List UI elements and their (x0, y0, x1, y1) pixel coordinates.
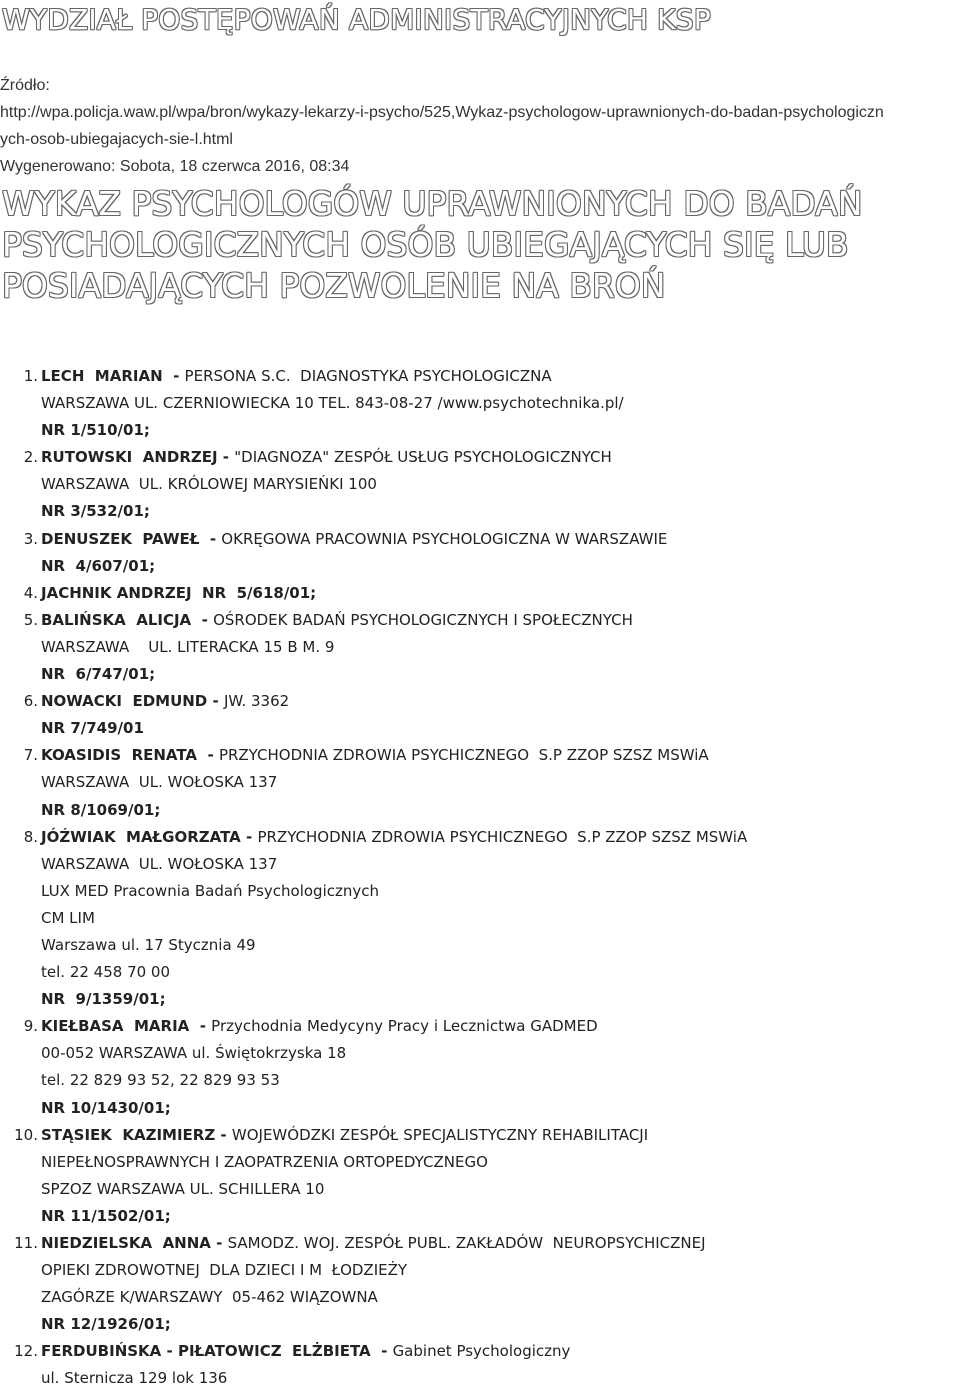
organization-name: "DIAGNOZA" ZESPÓŁ USŁUG PSYCHOLOGICZNYCH (234, 448, 612, 467)
list-item-number: 7. (23, 746, 38, 765)
organization-name: SAMODZ. WOJ. ZESPÓŁ PUBL. ZAKŁADÓW NEUROPSYCHICZNEJ (227, 1234, 706, 1252)
psychologist-list (0, 363, 960, 1393)
list-item (0, 363, 960, 444)
registration-number: NR 6/747/01; (41, 665, 156, 684)
address-line: WARSZAWA UL. WOŁOSKA 137 (41, 773, 278, 792)
list-item-heading (41, 742, 960, 769)
organization-name: WOJEWÓDZKI ZESPÓŁ SPECJALISTYCZNY REHABILITACJI (231, 1125, 649, 1144)
psychologist-name: FERDUBIŃSKA - PIŁATOWICZ ELŻBIETA - (41, 1342, 393, 1361)
psychologist-name: LECH MARIAN - (41, 367, 185, 385)
document-title-line: POSIADAJĄCYCH POZWOLENIE NA BROŃ (2, 266, 666, 305)
list-item-number: 4. (23, 583, 38, 602)
address-line: WARSZAWA UL. CZERNIOWIECKA 10 TEL. 843-08-27 /www.psychotechnika.pl/ (41, 394, 624, 413)
list-item (0, 824, 960, 1014)
list-item-heading (41, 363, 960, 390)
source-url-line-2: ych-osob-ubiegajacych-sie-l.html (0, 131, 233, 148)
registration-number: NR 1/510/01; (41, 421, 150, 440)
psychologist-name: KIEŁBASA MARIA - (41, 1017, 212, 1036)
list-item-number: 5. (23, 610, 38, 629)
list-item-number: 12. (14, 1342, 38, 1361)
address-line: LUX MED Pracownia Badań Psychologicznych (41, 881, 380, 900)
address-line: OPIEKI ZDROWOTNEJ DLA DZIECI I M ŁODZIEŻY (41, 1261, 408, 1280)
psychologist-name: DENUSZEK PAWEŁ - (41, 529, 222, 548)
list-item (0, 1230, 960, 1338)
address-line: NIEPEŁNOSPRAWNYCH I ZAOPATRZENIA ORTOPEDYCZNEGO (41, 1152, 488, 1171)
registration-number: NR 7/749/01 (41, 719, 144, 738)
address-line: WARSZAWA UL. WOŁOSKA 137 (41, 854, 278, 873)
list-item-number: 8. (23, 827, 38, 846)
list-item (0, 580, 960, 607)
list-item-number: 10. (14, 1125, 38, 1144)
list-item-heading (41, 607, 960, 634)
list-item-heading (41, 444, 960, 471)
list-item (0, 1338, 960, 1392)
psychologist-name: JÓŹWIAK MAŁGORZATA - (41, 827, 258, 846)
document-title-line: PSYCHOLOGICZNYCH OSÓB UBIEGAJĄCYCH SIĘ LUB (2, 225, 849, 264)
address-line: SPZOZ WARSZAWA UL. SCHILLERA 10 (41, 1179, 325, 1198)
address-line: WARSZAWA UL. LITERACKA 15 B M. 9 (41, 637, 335, 656)
registration-number: NR 3/532/01; (41, 502, 150, 521)
psychologist-name: STĄSIEK KAZIMIERZ - (41, 1125, 232, 1144)
registration-number: NR 12/1926/01; (41, 1315, 171, 1334)
registration-number: NR 8/1069/01; (41, 800, 161, 819)
registration-number: NR 10/1430/01; (41, 1098, 171, 1117)
list-item (0, 1013, 960, 1121)
psychologist-name: BALIŃSKA ALICJA - (41, 610, 214, 629)
list-item-number: 6. (23, 692, 38, 711)
header-title: WYDZIAŁ POSTĘPOWAŃ ADMINISTRACYJNYCH KSP (2, 3, 711, 36)
list-item-heading (41, 580, 960, 607)
list-item-number: 11. (14, 1234, 38, 1252)
organization-name: PRZYCHODNIA ZDROWIA PSYCHICZNEGO S.P ZZOP SZSZ MSWiA (257, 827, 748, 846)
organization-name: PRZYCHODNIA ZDROWIA PSYCHICZNEGO S.P ZZOP SZSZ MSWiA (218, 746, 709, 765)
address-line: CM LIM (41, 908, 95, 927)
registration-number: NR 9/1359/01; (41, 990, 166, 1009)
list-item (0, 742, 960, 823)
psychologist-name: JACHNIK ANDRZEJ NR 5/618/01; (41, 583, 317, 602)
generated-timestamp: Wygenerowano: Sobota, 18 czerwca 2016, 08:34 (0, 158, 350, 175)
list-item-number: 9. (23, 1017, 38, 1036)
list-item-heading (41, 1230, 960, 1257)
psychologist-name: NOWACKI EDMUND - (41, 692, 224, 711)
list-item (0, 607, 960, 688)
organization-name: JW. 3362 (223, 692, 290, 711)
list-item (0, 688, 960, 742)
organization-name: Gabinet Psychologiczny (392, 1342, 571, 1361)
document-title-line: WYKAZ PSYCHOLOGÓW UPRAWNIONYCH DO BADAŃ (2, 184, 863, 223)
list-item-number: 1. (23, 367, 38, 385)
address-line: 00-052 WARSZAWA ul. Świętokrzyska 18 (41, 1044, 347, 1063)
address-line: tel. 22 829 93 52, 22 829 93 53 (41, 1071, 280, 1090)
organization-name: Przychodnia Medycyny Pracy i Lecznictwa GADMED (211, 1017, 598, 1036)
list-item-heading (41, 1122, 960, 1149)
list-item (0, 444, 960, 525)
psychologist-name: NIEDZIELSKA ANNA - (41, 1234, 228, 1252)
list-item-number: 3. (23, 529, 38, 548)
list-item-heading (41, 526, 960, 553)
psychologist-name: KOASIDIS RENATA - (41, 746, 219, 765)
address-line: Warszawa ul. 17 Stycznia 49 (41, 935, 256, 954)
organization-name: PERSONA S.C. DIAGNOSTYKA PSYCHOLOGICZNA (184, 367, 552, 385)
document-meta (0, 72, 960, 180)
address-line: ZAGÓRZE K/WARSZAWY 05-462 WIĄZOWNA (41, 1288, 378, 1307)
address-line: ul. Sternicza 129 lok 136 (41, 1369, 228, 1388)
organization-name: OKRĘGOWA PRACOWNIA PSYCHOLOGICZNA W WARSZAWIE (221, 529, 668, 548)
list-item-heading (41, 1013, 960, 1040)
list-item (0, 526, 960, 580)
list-item-number: 2. (23, 448, 38, 467)
list-item (0, 1122, 960, 1230)
registration-number: NR 11/1502/01; (41, 1206, 171, 1225)
registration-number: NR 4/607/01; (41, 556, 156, 575)
address-line: WARSZAWA UL. KRÓLOWEJ MARYSIEŃKI 100 (41, 475, 377, 494)
source-url-line-1: http://wpa.policja.waw.pl/wpa/bron/wykazy-lekarzy-i-psycho/525,Wykaz-psychologow-uprawnionych-do-badan-psychologiczn (0, 104, 884, 121)
organization-name: OŚRODEK BADAŃ PSYCHOLOGICZNYCH I SPOŁECZNYCH (213, 610, 633, 629)
list-item-heading (41, 1338, 960, 1365)
list-item-heading (41, 824, 960, 851)
source-label: Źródło: (0, 77, 50, 94)
list-item-heading (41, 688, 960, 715)
document-title (2, 183, 862, 306)
psychologist-name: RUTOWSKI ANDRZEJ - (41, 448, 235, 467)
address-line: tel. 22 458 70 00 (41, 963, 171, 982)
